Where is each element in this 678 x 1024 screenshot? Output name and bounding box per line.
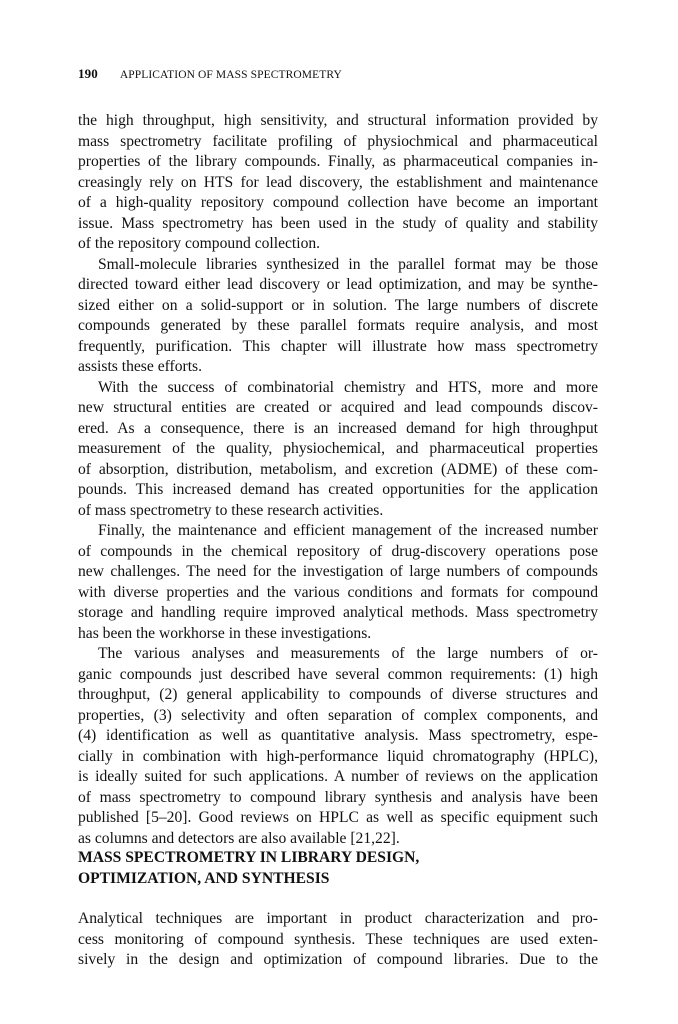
text-line: measurement of the quality, physiochemical, and pharmaceutical properties — [78, 440, 598, 457]
text-line: Finally, the maintenance and efficient management of the increased number — [98, 522, 598, 539]
text-line: of the repository compound collection. — [78, 235, 321, 252]
heading-line: MASS SPECTROMETRY IN LIBRARY DESIGN, — [78, 849, 420, 866]
text-line: compounds generated by these parallel formats require analysis, and most — [78, 317, 598, 334]
text-line: assists these efforts. — [78, 358, 203, 375]
text-line: cially in combination with high-performance liquid chromatography (HPLC), — [78, 747, 598, 765]
running-head — [78, 66, 342, 82]
text-line: new structural entities are created or acquired and lead compounds discov- — [78, 399, 598, 416]
text-line: directed toward either lead discovery or lead optimization, and may be synthe- — [78, 276, 598, 293]
text-line: of mass spectrometry to these research activities. — [78, 501, 384, 519]
text-line: properties of the library compounds. Finally, as pharmaceutical companies in- — [78, 153, 598, 170]
text-line: creasingly rely on HTS for lead discovery, the establishment and maintenance — [78, 173, 598, 191]
text-line: has been the workhorse in these investigations. — [78, 624, 372, 642]
paragraph — [78, 644, 598, 849]
text-line: properties, (3) selectivity and often separation of complex components, and — [78, 706, 598, 724]
text-line: storage and handling require improved analytical methods. Mass spectrometry — [78, 604, 598, 621]
paragraph — [78, 521, 598, 644]
text-line: published [5–20]. Good reviews on HPLC as well as specific equipment such — [78, 809, 598, 826]
running-title: APPLICATION OF MASS SPECTROMETRY — [119, 69, 342, 81]
paragraph — [78, 111, 598, 255]
text-line: is ideally suited for such applications. A number of reviews on the application — [78, 768, 598, 785]
text-line: of a high-quality repository compound collection have become an important — [78, 194, 598, 211]
text-line: throughput, (2) general applicability to compounds of diverse structures and — [78, 686, 598, 703]
text-line: Analytical techniques are important in product characterization and pro- — [78, 910, 598, 927]
text-line: of mass spectrometry to compound library synthesis and analysis have been — [78, 788, 598, 806]
body-text — [78, 111, 598, 849]
section-body-text — [78, 909, 598, 971]
text-line: (4) identification as well as quantitative analysis. Mass spectrometry, espe- — [78, 727, 598, 744]
text-line: cess monitoring of compound synthesis. These techniques are used exten- — [78, 930, 598, 948]
text-line: the high throughput, high sensitivity, and structural information provided by — [78, 112, 598, 129]
heading-line: OPTIMIZATION, AND SYNTHESIS — [78, 869, 330, 887]
text-line: of absorption, distribution, metabolism, and excretion (ADME) of these com- — [78, 460, 598, 478]
text-line: mass spectrometry facilitate profiling of physiochmical and pharmaceutical — [78, 132, 598, 150]
text-line: issue. Mass spectrometry has been used in the study of quality and stability — [78, 214, 598, 232]
text-line: pounds. This increased demand has created opportunities for the application — [78, 481, 598, 498]
paragraph — [78, 378, 598, 522]
text-line: with diverse properties and the various conditions and formats for compound — [78, 583, 598, 601]
text-line: sized either on a solid-support or in solution. The large numbers of discrete — [78, 296, 598, 314]
section-heading — [78, 848, 598, 889]
text-line: new challenges. The need for the investigation of large numbers of compounds — [78, 563, 598, 580]
text-line: of compounds in the chemical repository of drug-discovery operations pose — [78, 542, 598, 560]
text-line: The various analyses and measurements of the large numbers of or- — [98, 645, 598, 662]
paragraph — [78, 255, 598, 378]
text-line: frequently, purification. This chapter will illustrate how mass spectrometry — [78, 337, 598, 355]
text-line: sively in the design and optimization of compound libraries. Due to the — [78, 951, 598, 968]
text-line: as columns and detectors are also available [21,22]. — [78, 829, 400, 847]
text-line: ganic compounds just described have several common requirements: (1) high — [78, 665, 598, 683]
paragraph — [78, 909, 598, 971]
text-line: With the success of combinatorial chemistry and HTS, more and more — [98, 378, 598, 396]
text-line: ered. As a consequence, there is an increased demand for high throughput — [78, 419, 598, 437]
page-number: 190 — [78, 66, 98, 81]
text-line: Small-molecule libraries synthesized in the parallel format may be those — [98, 255, 598, 273]
